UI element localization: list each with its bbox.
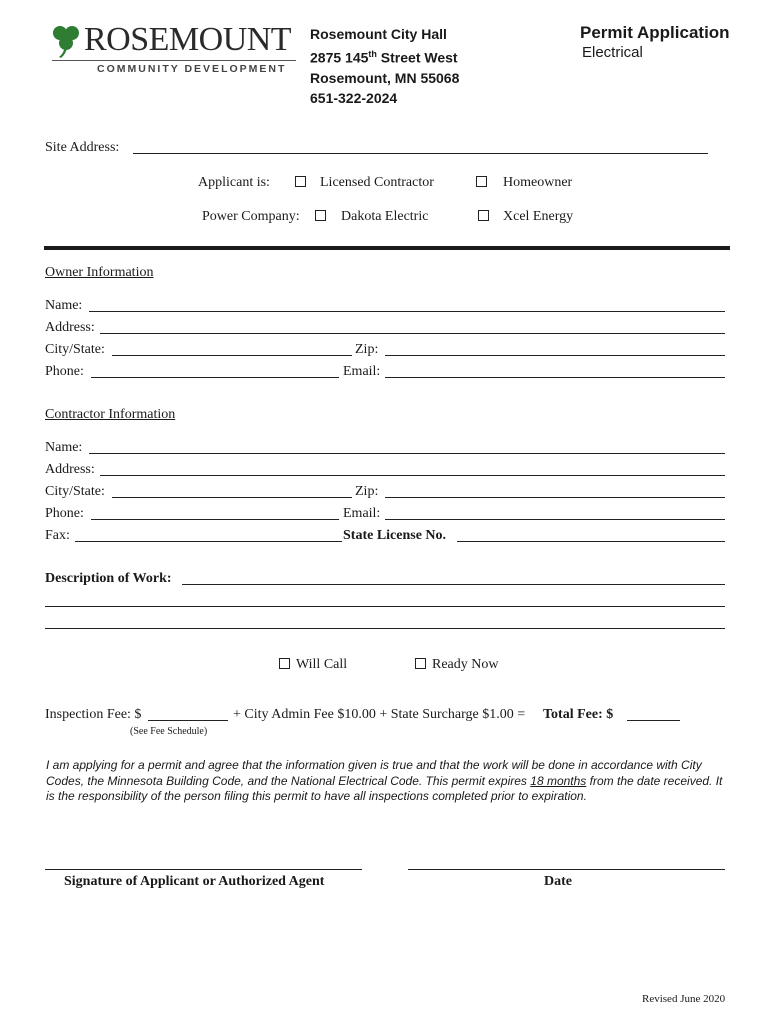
ready-now-checkbox[interactable] <box>415 658 426 669</box>
licensed-contractor-checkbox[interactable] <box>295 176 306 187</box>
dakota-electric-checkbox[interactable] <box>315 210 326 221</box>
owner-phone-label: Phone: <box>45 364 84 379</box>
homeowner-label: Homeowner <box>503 175 573 190</box>
will-call-checkbox[interactable] <box>279 658 290 669</box>
dakota-electric-label: Dakota Electric <box>341 209 429 224</box>
xcel-energy-checkbox[interactable] <box>478 210 489 221</box>
date-label: Date <box>544 874 572 889</box>
owner-phone-field[interactable] <box>91 377 339 378</box>
xcel-energy-label: Xcel Energy <box>503 209 574 224</box>
address-line-4: 651-322-2024 <box>310 89 398 106</box>
ready-now-label: Ready Now <box>432 657 499 672</box>
homeowner-checkbox[interactable] <box>476 176 487 187</box>
state-license-field[interactable] <box>457 541 725 542</box>
document-subtitle: Electrical <box>582 44 643 61</box>
site-address-label: Site Address: <box>45 140 120 155</box>
admin-surcharge-text: + City Admin Fee $10.00 + State Surcharge $1.00 = <box>233 707 526 722</box>
state-license-label: State License No. <box>343 528 447 543</box>
power-company-label: Power Company: <box>202 209 300 224</box>
logo-rule <box>52 60 296 61</box>
owner-city-state-field[interactable] <box>112 355 352 356</box>
revised-date: Revised June 2020 <box>642 993 726 1005</box>
description-of-work-label: Description of Work: <box>45 571 172 586</box>
contractor-phone-field[interactable] <box>91 519 339 520</box>
contractor-name-field[interactable] <box>89 453 725 454</box>
permit-expiration-term: 18 months <box>530 773 587 788</box>
contractor-phone-label: Phone: <box>45 506 84 521</box>
applicant-signature-label: Signature of Applicant or Authorized Agent <box>64 874 325 889</box>
contractor-address-label: Address: <box>45 462 95 477</box>
owner-city-state-label: City/State: <box>45 342 105 357</box>
owner-name-field[interactable] <box>89 311 725 312</box>
owner-address-label: Address: <box>45 320 95 335</box>
contractor-address-field[interactable] <box>100 475 725 476</box>
section-divider <box>44 246 730 250</box>
city-hall-address <box>310 24 459 108</box>
contractor-fax-field[interactable] <box>75 541 342 542</box>
contractor-zip-label: Zip: <box>355 484 379 499</box>
description-field-line-2[interactable] <box>45 606 725 607</box>
will-call-label: Will Call <box>296 657 348 672</box>
owner-information-heading: Owner Information <box>45 265 154 280</box>
description-field-line-1[interactable] <box>182 584 725 585</box>
owner-zip-field[interactable] <box>385 355 725 356</box>
owner-name-label: Name: <box>45 298 83 313</box>
inspection-fee-label: Inspection Fee: $ <box>45 707 142 722</box>
see-fee-schedule-note: (See Fee Schedule) <box>130 726 208 737</box>
total-fee-field[interactable] <box>627 720 680 721</box>
owner-zip-label: Zip: <box>355 342 379 357</box>
shamrock-icon <box>50 24 82 58</box>
owner-email-label: Email: <box>343 364 381 379</box>
document-title: Permit Application <box>580 23 730 42</box>
address-line-1: Rosemount City Hall <box>310 26 447 42</box>
contractor-information-heading: Contractor Information <box>45 407 176 422</box>
contractor-city-state-label: City/State: <box>45 484 105 499</box>
licensed-contractor-label: Licensed Contractor <box>320 175 434 190</box>
inspection-fee-field[interactable] <box>148 720 228 721</box>
contractor-fax-label: Fax: <box>45 528 70 543</box>
applicant-is-label: Applicant is: <box>198 175 270 190</box>
site-address-field[interactable] <box>133 153 708 154</box>
contractor-name-label: Name: <box>45 440 83 455</box>
owner-email-field[interactable] <box>385 377 725 378</box>
contractor-email-field[interactable] <box>385 519 725 520</box>
applicant-signature-field[interactable] <box>45 869 362 870</box>
logo <box>50 22 298 78</box>
address-line-3: Rosemount, MN 55068 <box>310 69 460 86</box>
contractor-zip-field[interactable] <box>385 497 725 498</box>
owner-address-field[interactable] <box>100 333 725 334</box>
contractor-city-state-field[interactable] <box>112 497 352 498</box>
contractor-email-label: Email: <box>343 506 381 521</box>
description-field-line-3[interactable] <box>45 628 725 629</box>
date-field[interactable] <box>408 869 725 870</box>
applicant-statement: I am applying for a permit and agree that the information given is true and that the work will be done in accordance with City Codes, the Minnesota Building Code, and the National Electrical Code. This permit expires 18 months from the date received. It is the responsibility of the person filing this permit to have all inspections completed prior to expiration. <box>46 758 723 803</box>
total-fee-label: Total Fee: $ <box>543 707 614 722</box>
address-line-2: 2875 145th Street West <box>310 49 458 66</box>
logo-subtitle: COMMUNITY DEVELOPMENT <box>97 63 287 75</box>
logo-wordmark: ROSEMOUNT <box>84 21 292 58</box>
